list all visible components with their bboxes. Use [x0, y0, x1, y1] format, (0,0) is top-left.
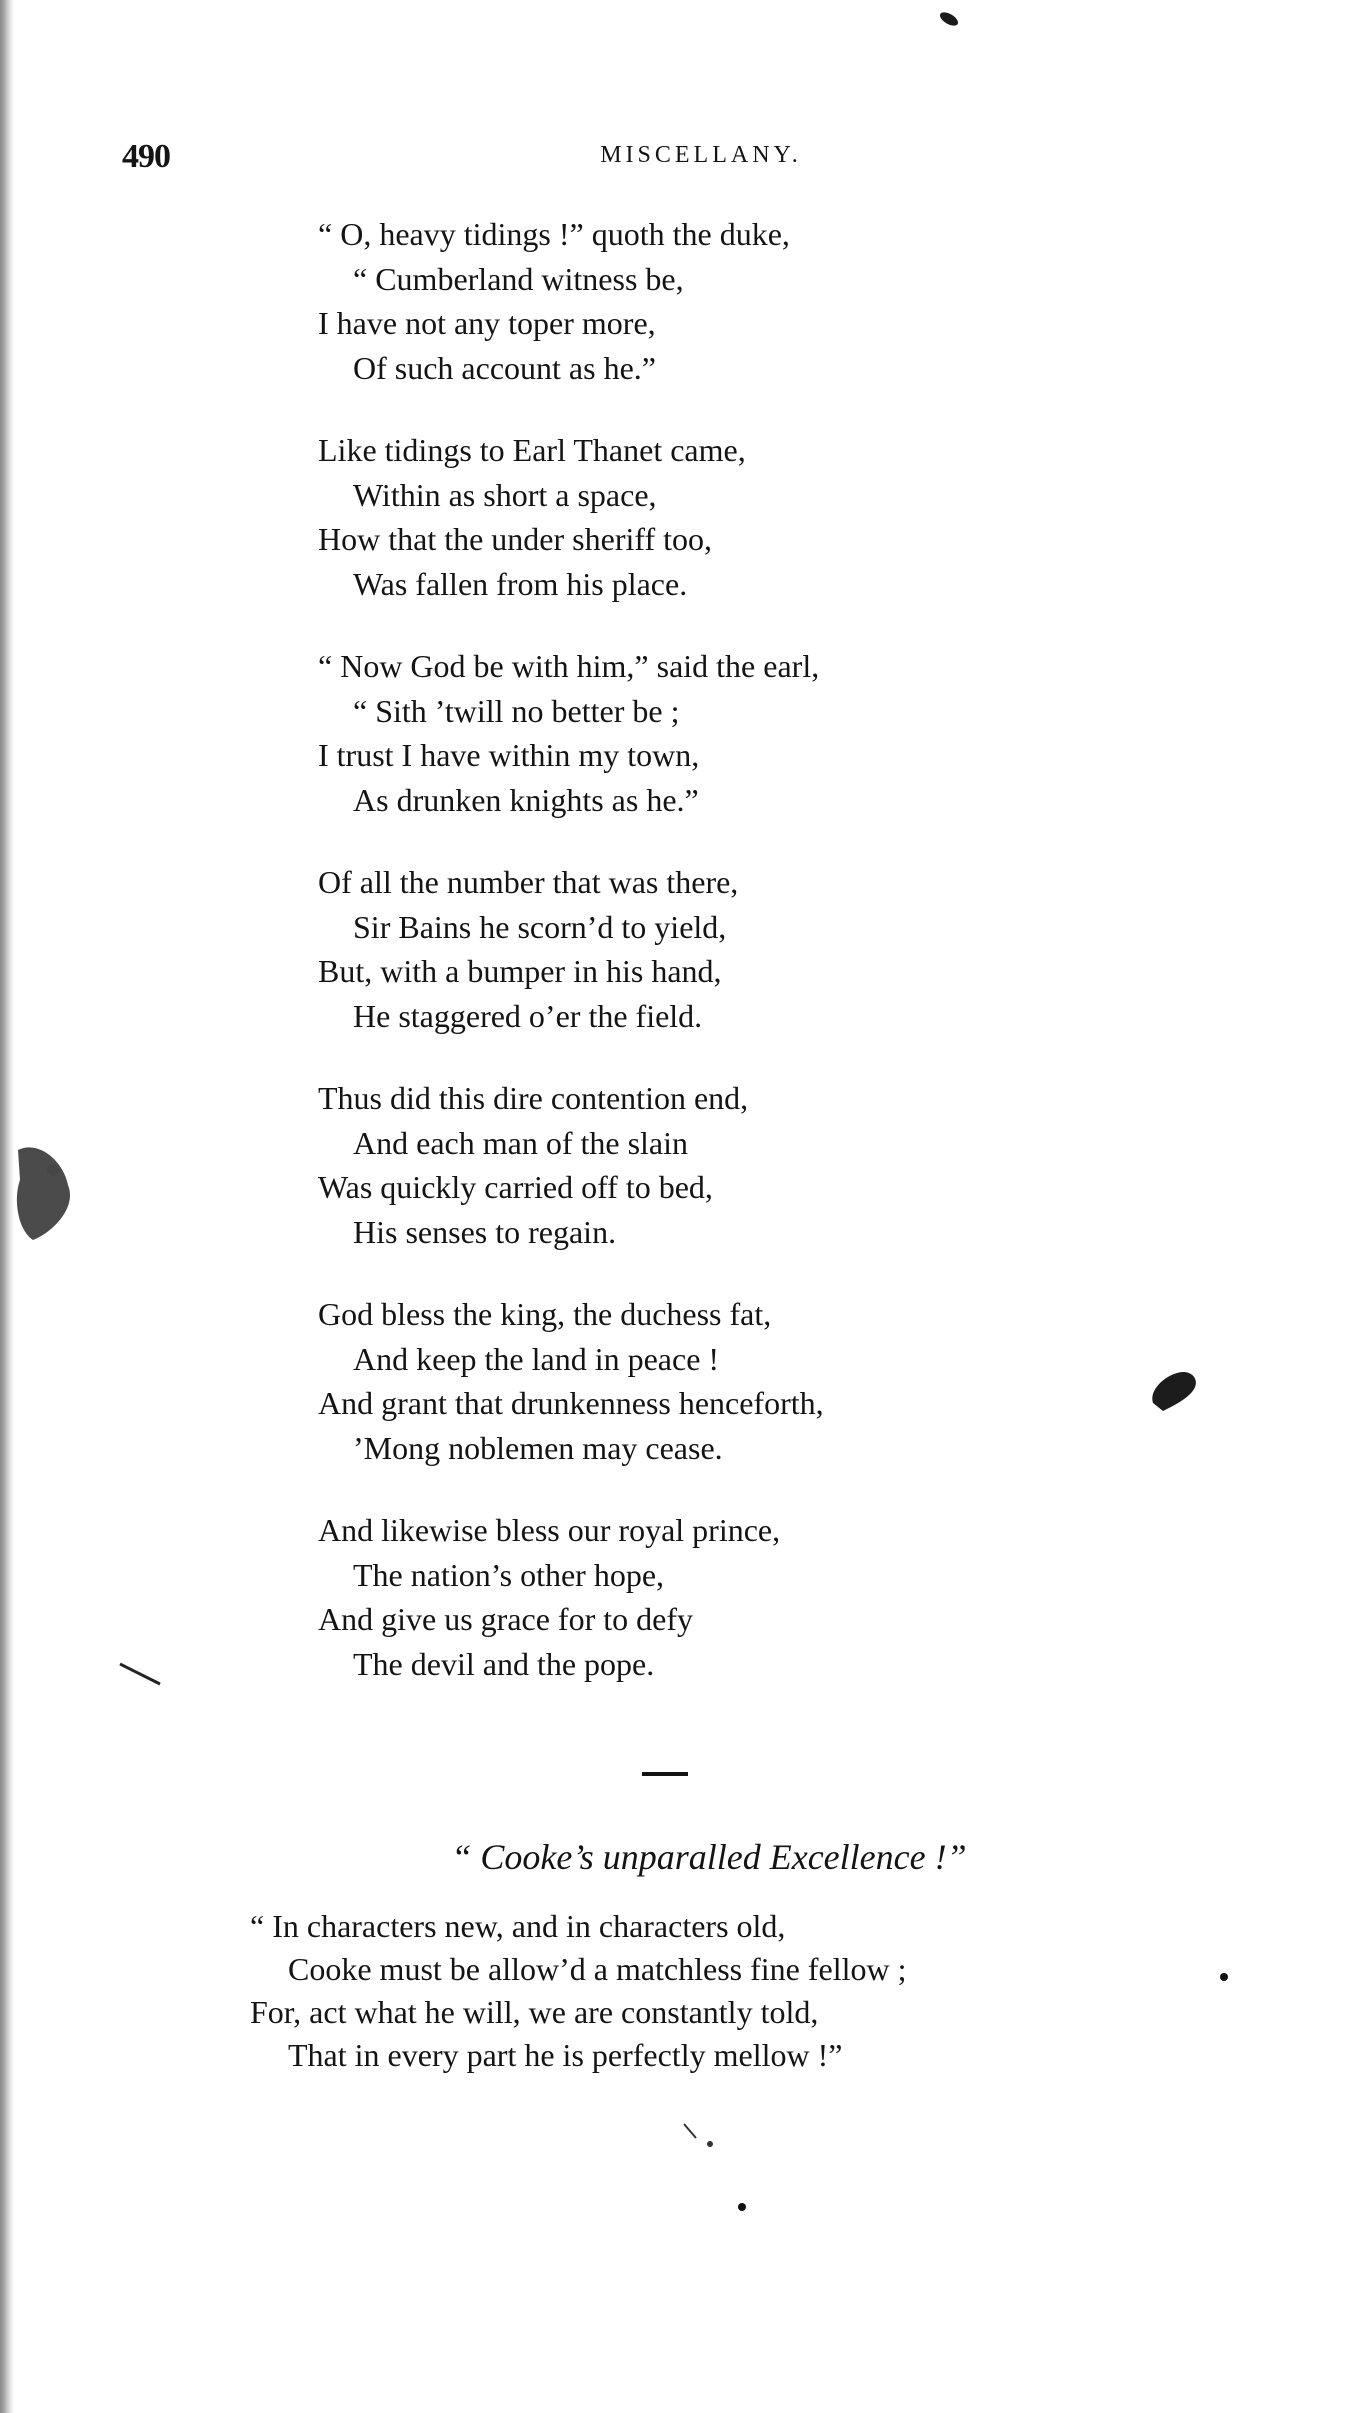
- epigram-title: “ Cooke’s unparalled Excellence !”: [451, 1837, 967, 1877]
- ink-blot: [1145, 1355, 1205, 1415]
- verse-line: I trust I have within my town,: [318, 737, 700, 773]
- stanza: [318, 428, 1078, 606]
- verse-line: Was quickly carried off to bed,: [318, 1169, 713, 1205]
- verse-line: The nation’s other hope,: [353, 1556, 665, 1593]
- verse-line: The devil and the pope.: [353, 1645, 655, 1682]
- verse-line: Was fallen from his place.: [353, 565, 688, 602]
- verse-line: “ Sith ’twill no better be ;: [353, 692, 680, 729]
- verse-line: God bless the king, the duchess fat,: [318, 1296, 772, 1332]
- verse-line: “ In characters new, and in characters old,: [250, 1908, 786, 1944]
- verse-line: Thus did this dire contention end,: [318, 1080, 749, 1116]
- verse-line: But, with a bumper in his hand,: [318, 953, 722, 989]
- verse-line: He staggered o’er the field.: [353, 997, 703, 1034]
- section-divider: [642, 1772, 688, 1776]
- ink-dot: [735, 2200, 749, 2214]
- verse-line: “ O, heavy tidings !” quoth the duke,: [318, 216, 790, 252]
- verse-line: “ Cumberland witness be,: [353, 260, 684, 297]
- ink-speck: [935, 8, 965, 30]
- stanza: [318, 860, 1078, 1038]
- stanza: [318, 1076, 1078, 1254]
- verse-line: And keep the land in peace !: [353, 1340, 720, 1377]
- ink-stroke: [118, 1660, 168, 1690]
- verse-line: And grant that drunkenness henceforth,: [318, 1385, 824, 1421]
- verse-line: How that the under sheriff too,: [318, 521, 712, 557]
- stanza: [318, 1292, 1078, 1470]
- running-title: MISCELLANY.: [600, 142, 802, 168]
- verse-line: Within as short a space,: [353, 476, 657, 513]
- verse-line: “ Now God be with him,” said the earl,: [318, 648, 820, 684]
- verse-line: That in every part he is perfectly mellow !”: [288, 2037, 843, 2073]
- verse-line: Of all the number that was there,: [318, 864, 739, 900]
- verse-line: Of such account as he.”: [353, 349, 656, 386]
- verse-line: As drunken knights as he.”: [353, 781, 699, 818]
- stanza: [318, 644, 1078, 822]
- verse-line: For, act what he will, we are constantly told,: [250, 1994, 819, 2030]
- verse-line: ’Mong noblemen may cease.: [353, 1429, 723, 1466]
- stanza: [318, 212, 1078, 390]
- stanza: [318, 1508, 1078, 1686]
- page-number: 490: [122, 138, 170, 175]
- page-header: [0, 138, 1372, 178]
- ink-blot: [8, 1140, 88, 1250]
- verse-line: Cooke must be allow’d a matchless fine fellow ;: [288, 1951, 907, 1987]
- epigram-verse: [250, 1905, 1150, 2077]
- ballad-poem: [318, 212, 1078, 1724]
- verse-line: And likewise bless our royal prince,: [318, 1512, 781, 1548]
- verse-line: His senses to regain.: [353, 1213, 617, 1250]
- verse-line: And give us grace for to defy: [318, 1601, 693, 1637]
- ink-dot: [1218, 1970, 1230, 1984]
- verse-line: And each man of the slain: [353, 1124, 688, 1161]
- ink-stroke: [680, 2120, 720, 2150]
- verse-line: I have not any toper more,: [318, 305, 656, 341]
- verse-line: Sir Bains he scorn’d to yield,: [353, 908, 727, 945]
- verse-line: Like tidings to Earl Thanet came,: [318, 432, 746, 468]
